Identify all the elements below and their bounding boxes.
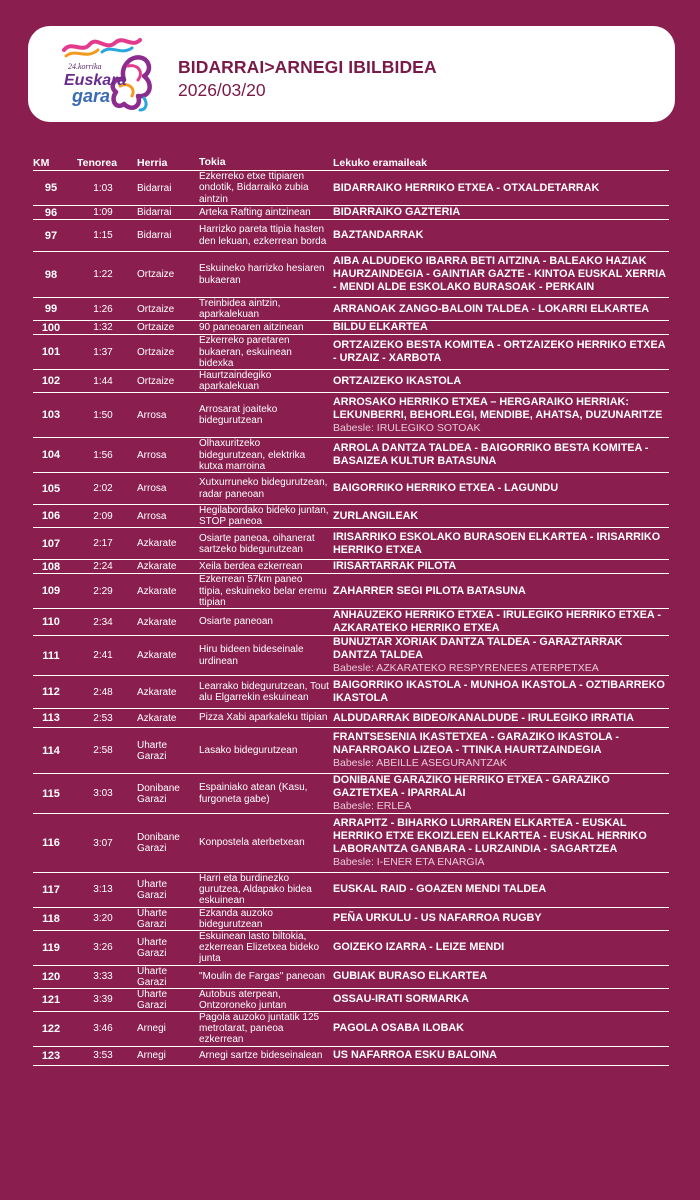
logo-line2: gara	[72, 86, 111, 106]
town-cell: Arrosa	[137, 505, 199, 528]
time-cell: 1:32	[69, 321, 137, 335]
table-row	[33, 1046, 669, 1065]
carriers-text: PAGOLA OSABA ILOBAK	[333, 1022, 464, 1035]
table-row	[33, 171, 669, 206]
carriers-cell	[333, 252, 669, 298]
km-cell: 119	[33, 931, 69, 966]
km-cell: 95	[33, 171, 69, 206]
time-cell: 1:22	[69, 252, 137, 298]
carriers-cell	[333, 931, 669, 966]
carriers-text: AIBA ALDUDEKO IBARRA BETI AITZINA - BALEAKO HAZIAK HAURZAINDEGIA - GAINTIAR GAZTE - KINTOA EUSKAL XERRIA - MENDI ALDE ESKOLAKO BURASOAK - PERKAIN	[333, 255, 666, 293]
place-cell: Autobus aterpean, Ontzoroneko juntan	[199, 988, 333, 1011]
col-header-carriers: Lekuko eramaileak	[333, 156, 669, 171]
carriers-cell	[333, 1046, 669, 1065]
town-cell: Arnegi	[137, 1012, 199, 1047]
table-row	[33, 206, 669, 220]
place-cell: Pagola auzoko juntatik 125 metrotarat, paneoa ezkerrean	[199, 1012, 333, 1047]
carriers-text: DONIBANE GARAZIKO HERRIKO ETXEA - GARAZIKO GAZTETXEA - IPARRALAI	[333, 774, 610, 800]
table-row	[33, 728, 669, 774]
carriers-cell	[333, 907, 669, 930]
town-cell: Uharte Garazi	[137, 907, 199, 930]
carriers-text: ANHAUZEKO HERRIKO ETXEA - IRULEGIKO HERRIKO ETXEA - AZKARATEKO HERRIKO ETXEA	[333, 609, 661, 635]
km-cell: 108	[33, 560, 69, 574]
km-cell: 120	[33, 965, 69, 988]
carriers-cell	[333, 814, 669, 873]
carriers-text: OSSAU-IRATI SORMARKA	[333, 993, 469, 1006]
place-cell: Olhaxuritzeko bidegurutzean, elektrika kutxa marroina	[199, 438, 333, 473]
table-row	[33, 321, 669, 335]
time-cell: 1:37	[69, 335, 137, 370]
km-cell: 96	[33, 206, 69, 220]
table-row	[33, 574, 669, 609]
table-row	[33, 298, 669, 321]
town-cell: Arrosa	[137, 393, 199, 438]
time-cell: 1:44	[69, 370, 137, 393]
table-row	[33, 988, 669, 1011]
town-cell: Donibane Garazi	[137, 774, 199, 814]
town-cell: Azkarate	[137, 528, 199, 560]
table-row	[33, 907, 669, 930]
col-header-time: Tenorea	[69, 156, 137, 171]
place-cell: Hegilabordako bideko juntan, STOP paneoa	[199, 505, 333, 528]
table-row	[33, 814, 669, 873]
town-cell: Uharte Garazi	[137, 988, 199, 1011]
carriers-text: BAIGORRIKO IKASTOLA - MUNHOA IKASTOLA - OZTIBARREKO IKASTOLA	[333, 679, 665, 705]
time-cell: 3:53	[69, 1046, 137, 1065]
town-cell: Uharte Garazi	[137, 728, 199, 774]
time-cell: 1:03	[69, 171, 137, 206]
carriers-text: BAIGORRIKO HERRIKO ETXEA - LAGUNDU	[333, 482, 559, 495]
carriers-cell	[333, 393, 669, 438]
km-cell: 112	[33, 676, 69, 709]
carriers-text: GUBIAK BURASO ELKARTEA	[333, 970, 488, 983]
table-body	[33, 171, 669, 1066]
place-cell: Treinbidea aintzin, aparkalekuan	[199, 298, 333, 321]
table-row	[33, 676, 669, 709]
carriers-text: EUSKAL RAID - GOAZEN MENDI TALDEA	[333, 883, 547, 896]
place-cell: Lasako bidegurutzean	[199, 728, 333, 774]
town-cell: Ortzaize	[137, 252, 199, 298]
km-cell: 115	[33, 774, 69, 814]
time-cell: 1:09	[69, 206, 137, 220]
time-cell: 3:39	[69, 988, 137, 1011]
table-row	[33, 370, 669, 393]
km-cell: 101	[33, 335, 69, 370]
carriers-text: ARROLA DANTZA TALDEA - BAIGORRIKO BESTA KOMITEA - BASAIZEA KULTUR BATASUNA	[333, 442, 649, 468]
time-cell: 2:34	[69, 609, 137, 636]
header-card	[28, 26, 675, 122]
town-cell: Arrosa	[137, 473, 199, 505]
place-cell: Xeila berdea ezkerrean	[199, 560, 333, 574]
carriers-text: ORTZAIZEKO IKASTOLA	[333, 374, 462, 387]
km-cell: 110	[33, 609, 69, 636]
town-cell: Bidarrai	[137, 206, 199, 220]
route-date: 2026/03/20	[178, 80, 266, 100]
town-cell: Arnegi	[137, 1046, 199, 1065]
carriers-cell	[333, 1012, 669, 1047]
place-cell: Arnegi sartze bideseinalean	[199, 1046, 333, 1065]
km-cell: 106	[33, 505, 69, 528]
time-cell: 1:56	[69, 438, 137, 473]
carriers-text: ZURLANGILEAK	[333, 509, 419, 522]
place-cell: Osiarte paneoa, oihanerat sartzeko bidegurutzean	[199, 528, 333, 560]
time-cell: 3:13	[69, 873, 137, 908]
table-row	[33, 473, 669, 505]
carriers-cell	[333, 676, 669, 709]
town-cell: Uharte Garazi	[137, 931, 199, 966]
km-cell: 97	[33, 220, 69, 252]
place-cell: Konpostela aterbetxean	[199, 814, 333, 873]
table-row	[33, 774, 669, 814]
carriers-text: BIDARRAIKO GAZTERIA	[333, 206, 461, 218]
km-cell: 118	[33, 907, 69, 930]
place-cell: Hiru bideen bideseinale urdinean	[199, 636, 333, 676]
time-cell: 3:33	[69, 965, 137, 988]
carriers-text: PEÑA URKULU - US NAFARROA RUGBY	[333, 912, 542, 925]
table-row	[33, 931, 669, 966]
time-cell: 2:48	[69, 676, 137, 709]
place-cell: 90 paneoaren aitzinean	[199, 321, 333, 335]
col-header-town: Herria	[137, 156, 199, 171]
sponsor-text: Babesle: AZKARATEKO RESPYRENEES ATERPETXEA	[333, 662, 599, 675]
time-cell: 2:29	[69, 574, 137, 609]
km-cell: 116	[33, 814, 69, 873]
carriers-cell	[333, 965, 669, 988]
time-cell: 2:24	[69, 560, 137, 574]
km-cell: 121	[33, 988, 69, 1011]
table-row	[33, 609, 669, 636]
time-cell: 2:17	[69, 528, 137, 560]
carriers-cell	[333, 728, 669, 774]
table-row	[33, 528, 669, 560]
table-row	[33, 252, 669, 298]
km-cell: 117	[33, 873, 69, 908]
carriers-cell	[333, 774, 669, 814]
place-cell: Learrako bidegurutzean, Tout alu Elgarrekin eskuinean	[199, 676, 333, 709]
carriers-cell	[333, 335, 669, 370]
place-cell: "Moulin de Fargas" paneoan	[199, 965, 333, 988]
carriers-cell	[333, 473, 669, 505]
carriers-text: FRANTSESENIA IKASTETXEA - GARAZIKO IKASTOLA - NAFARROAKO LIZEOA - TTINKA HAURTZAINDEGIA	[333, 731, 619, 757]
carriers-text: ZAHARRER SEGI PILOTA BATASUNA	[333, 584, 526, 597]
carriers-text: BUNUZTAR XORIAK DANTZA TALDEA - GARAZTARRAK DANTZA TALDEA	[333, 636, 623, 662]
town-cell: Uharte Garazi	[137, 873, 199, 908]
town-cell: Azkarate	[137, 676, 199, 709]
table-row	[33, 709, 669, 728]
logo-edition: 24.korrika	[68, 62, 102, 71]
km-cell: 100	[33, 321, 69, 335]
table-row	[33, 636, 669, 676]
carriers-cell	[333, 574, 669, 609]
col-header-km: KM	[33, 156, 69, 171]
town-cell: Ortzaize	[137, 298, 199, 321]
carriers-text: ARROSAKO HERRIKO ETXEA – HERGARAIKO HERRIAK: LEKUNBERRI, BEHORLEGI, MENDIBE, AHATSA, DUZUNARITZE	[333, 395, 663, 421]
km-cell: 104	[33, 438, 69, 473]
table-row	[33, 505, 669, 528]
carriers-text: BIDARRAIKO HERRIKO ETXEA - OTXALDETARRAK	[333, 181, 600, 194]
place-cell: Ezkerreko etxe ttipiaren ondotik, Bidarraiko zubia aintzin	[199, 171, 333, 206]
town-cell: Azkarate	[137, 574, 199, 609]
table-row	[33, 220, 669, 252]
place-cell: Xutxurruneko bidegurutzean, radar paneoan	[199, 473, 333, 505]
time-cell: 2:09	[69, 505, 137, 528]
place-cell: Eskuineko harrizko hesiaren bukaeran	[199, 252, 333, 298]
km-cell: 109	[33, 574, 69, 609]
carriers-text: ALDUDARRAK BIDEO/KANALDUDE - IRULEGIKO IRRATIA	[333, 711, 634, 724]
sponsor-text: Babesle: ERLEA	[333, 800, 412, 813]
carriers-text: ARRAPITZ - BIHARKO LURRAREN ELKARTEA - EUSKAL HERRIKO ETXE EKOIZLEEN ELKARTEA - EUSKAL HERRIKO LABORANTZA GANBARA - LURZAINDIA - SAGARTZEA	[333, 817, 647, 856]
km-cell: 107	[33, 528, 69, 560]
km-cell: 98	[33, 252, 69, 298]
carriers-cell	[333, 220, 669, 252]
time-cell: 1:50	[69, 393, 137, 438]
carriers-cell	[333, 171, 669, 206]
table-row	[33, 873, 669, 908]
km-cell: 103	[33, 393, 69, 438]
town-cell: Bidarrai	[137, 171, 199, 206]
table-row	[33, 393, 669, 438]
town-cell: Azkarate	[137, 636, 199, 676]
town-cell: Bidarrai	[137, 220, 199, 252]
sponsor-text: Babesle: ABEILLE ASEGURANTZAK	[333, 757, 507, 770]
table-row	[33, 335, 669, 370]
carriers-cell	[333, 560, 669, 574]
town-cell: Ortzaize	[137, 370, 199, 393]
carriers-cell	[333, 609, 669, 636]
town-cell: Azkarate	[137, 609, 199, 636]
town-cell: Ortzaize	[137, 335, 199, 370]
place-cell: Pizza Xabi aparkaleku ttipian	[199, 709, 333, 728]
table-row	[33, 438, 669, 473]
carriers-cell	[333, 709, 669, 728]
time-cell: 2:02	[69, 473, 137, 505]
carriers-text: US NAFARROA ESKU BALOINA	[333, 1049, 497, 1062]
time-cell: 3:46	[69, 1012, 137, 1047]
place-cell: Haurtzaindegiko aparkalekuan	[199, 370, 333, 393]
km-cell: 111	[33, 636, 69, 676]
carriers-cell	[333, 873, 669, 908]
time-cell: 1:15	[69, 220, 137, 252]
town-cell: Azkarate	[137, 709, 199, 728]
sponsor-text: Babesle: IRULEGIKO SOTOAK	[333, 421, 481, 434]
km-cell: 102	[33, 370, 69, 393]
table-row	[33, 560, 669, 574]
carriers-text: GOIZEKO IZARRA - LEIZE MENDI	[333, 941, 505, 954]
time-cell: 3:20	[69, 907, 137, 930]
route-title: BIDARRAI>ARNEGI IBILBIDEA	[178, 57, 437, 77]
km-cell: 113	[33, 709, 69, 728]
carriers-cell	[333, 298, 669, 321]
km-cell: 105	[33, 473, 69, 505]
carriers-cell	[333, 206, 669, 220]
town-cell: Donibane Garazi	[137, 814, 199, 873]
carriers-cell	[333, 370, 669, 393]
town-cell: Uharte Garazi	[137, 965, 199, 988]
place-cell: Arteka Rafting aintzinean	[199, 206, 333, 220]
carriers-cell	[333, 988, 669, 1011]
carriers-text: IRISARRIKO ESKOLAKO BURASOEN ELKARTEA - IRISARRIKO HERRIKO ETXEA	[333, 530, 661, 556]
town-cell: Azkarate	[137, 560, 199, 574]
carriers-text: ARRANOAK ZANGO-BALOIN TALDEA - LOKARRI ELKARTEA	[333, 302, 650, 315]
korrika-logo	[58, 36, 158, 114]
km-cell: 114	[33, 728, 69, 774]
place-cell: Harrizko pareta ttipia hasten den lekuan, ezkerrean borda	[199, 220, 333, 252]
place-cell: Osiarte paneoan	[199, 609, 333, 636]
place-cell: Harri eta burdinezko gurutzea, Aldapako bidea eskuinean	[199, 873, 333, 908]
carriers-cell	[333, 438, 669, 473]
time-cell: 2:58	[69, 728, 137, 774]
route-table	[33, 156, 669, 1066]
place-cell: Eskuinean lasto biltokia, ezkerrean Elizetxea bideko junta	[199, 931, 333, 966]
km-cell: 99	[33, 298, 69, 321]
carriers-text: ORTZAIZEKO BESTA KOMITEA - ORTZAIZEKO HERRIKO ETXEA - URZAIZ - XARBOTA	[333, 339, 666, 365]
time-cell: 2:53	[69, 709, 137, 728]
carriers-cell	[333, 528, 669, 560]
place-cell: Arrosarat joaiteko bidegurutzean	[199, 393, 333, 438]
time-cell: 3:26	[69, 931, 137, 966]
time-cell: 2:41	[69, 636, 137, 676]
carriers-cell	[333, 505, 669, 528]
town-cell: Arrosa	[137, 438, 199, 473]
place-cell: Espainiako atean (Kasu, furgoneta gabe)	[199, 774, 333, 814]
sponsor-text: Babesle: I-ENER ETA ENARGIA	[333, 856, 485, 869]
town-cell: Ortzaize	[137, 321, 199, 335]
place-cell: Ezkerrean 57km paneo ttipia, eskuineko belar eremu ttipian	[199, 574, 333, 609]
col-header-place: Tokia	[199, 156, 333, 171]
place-cell: Ezkanda auzoko bidegurutzean	[199, 907, 333, 930]
logo-line1: Euskara	[64, 72, 127, 89]
table-header-row	[33, 156, 669, 171]
carriers-text: IRISARTARRAK PILOTA	[333, 560, 457, 573]
table-row	[33, 1012, 669, 1047]
place-cell: Ezkerreko paretaren bukaeran, eskuinean bidexka	[199, 335, 333, 370]
carriers-text: BAZTANDARRAK	[333, 229, 424, 241]
table-row	[33, 965, 669, 988]
time-cell: 3:03	[69, 774, 137, 814]
time-cell: 1:26	[69, 298, 137, 321]
km-cell: 123	[33, 1046, 69, 1065]
carriers-cell	[333, 636, 669, 676]
time-cell: 3:07	[69, 814, 137, 873]
carriers-text: BILDU ELKARTEA	[333, 321, 428, 334]
carriers-cell	[333, 321, 669, 335]
km-cell: 122	[33, 1012, 69, 1047]
